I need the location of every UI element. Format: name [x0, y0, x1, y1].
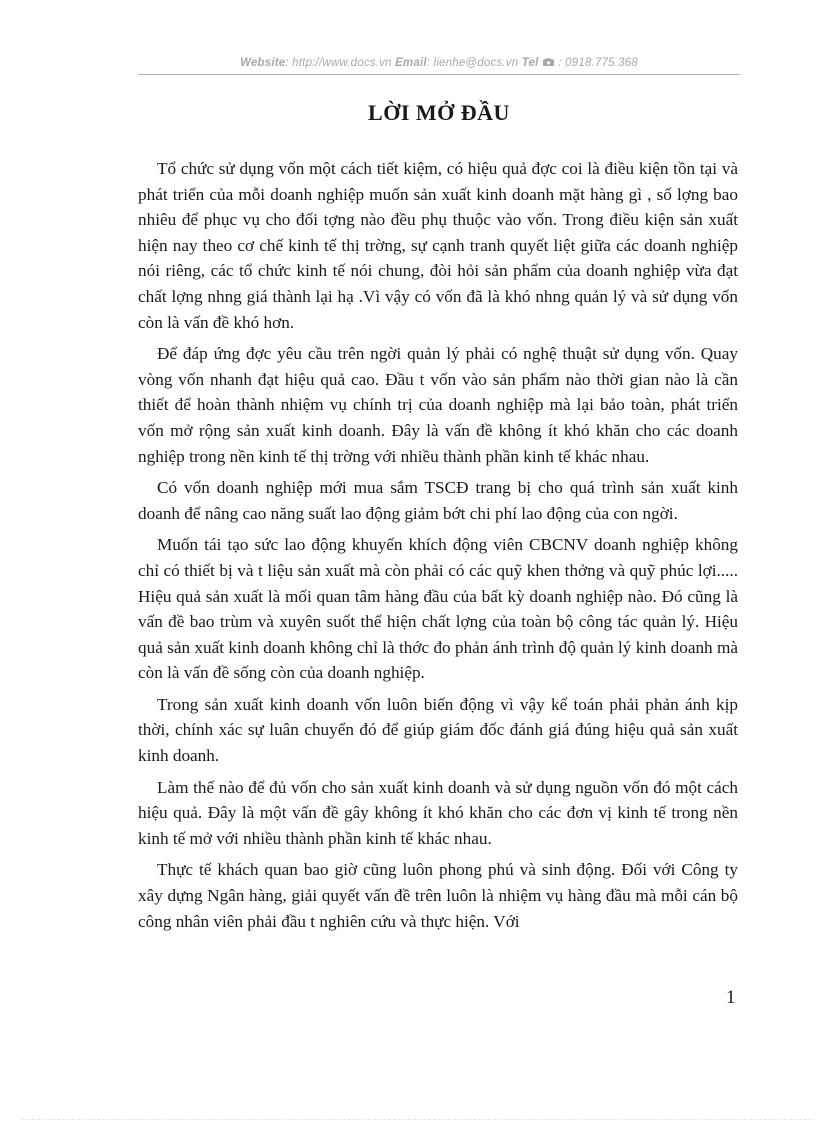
paragraph: Có vốn doanh nghiệp mới mua sắm TSCĐ trang bị cho quá trình sản xuất kinh doanh để nâng cao năng suất lao động giảm bớt chi phí lao động của con ngời. [138, 478, 738, 523]
paragraph: Để đáp ứng đợc yêu cầu trên ngời quản lý phải có nghệ thuật sử dụng vốn. Quay vòng vốn nhanh đạt hiệu quả cao. Đầu t vốn vào sản phẩm nào thời gian nào là cần thiết để hoàn thành nhiệm vụ chính trị của doanh nghiệp mà lại bảo toàn, phát triển vốn mở rộng sản xuất kinh doanh. Đây là vấn đề không ít khó khăn cho các doanh nghiệp trong nền kinh tế thị trờng với nhiều thành phần kinh tế khác nhau. [138, 344, 738, 466]
page-bottom-divider [22, 1119, 812, 1120]
header-divider [138, 74, 740, 75]
body-text [138, 156, 738, 940]
website-label: Website [240, 57, 286, 69]
page-title: LỜI MỞ ĐẦU [368, 100, 510, 125]
tel-value: : 0918.775.368 [558, 57, 638, 69]
page-header [138, 57, 740, 69]
phone-icon [542, 57, 558, 69]
email-value: : lienhe@docs.vn [426, 57, 519, 69]
page-number: 1 [726, 987, 736, 1008]
paragraph: Muốn tái tạo sức lao động khuyến khích động viên CBCNV doanh nghiệp không chỉ có thiết bị và t liệu sản xuất mà còn phải có các quỹ khen thởng và quỹ phúc lợi..... Hiệu quả sản xuất là mối quan tâm hàng đầu của bất kỳ doanh nghiệp nào. Đó cũng là vấn đề bao trùm và xuyên suốt thể hiện chất lợng của toàn bộ công tác quản lý. Hiệu quả sản xuất kinh doanh không chỉ là thớc đo phản ánh trình độ quản lý kinh doanh mà còn là vấn đề sống còn của doanh nghiệp. [138, 535, 738, 683]
tel-label: Tel [521, 57, 539, 69]
paragraph: Thực tế khách quan bao giờ cũng luôn phong phú và sinh động. Đối với Công ty xây dựng Ngân hàng, giải quyết vấn đề trên luôn là nhiệm vụ hàng đầu mà mỗi cán bộ công nhân viên phải đầu t nghiên cứu và thực hiện. Với [138, 860, 738, 931]
email-label: Email [395, 57, 427, 69]
paragraph: Tổ chức sử dụng vốn một cách tiết kiệm, có hiệu quả đợc coi là điều kiện tồn tại và phát triển của mỗi doanh nghiệp muốn sản xuất kinh doanh mặt hàng gì , số lợng bao nhiêu để phục vụ cho đối tợng nào đều phụ thuộc vào vốn. Trong điều kiện sản xuất hiện nay theo cơ chế kinh tế thị trờng, sự cạnh tranh quyết liệt giữa các doanh nghiệp nói riêng, các tổ chức kinh tế nói chung, đòi hỏi sản phẩm của doanh nghiệp vừa đạt chất lợng nhng giá thành lại hạ .Vì vậy có vốn đã là khó nhng quản lý và sử dụng vốn còn là vấn đề khó hơn. [138, 159, 738, 332]
paragraph: Làm thế nào để đủ vốn cho sản xuất kinh doanh và sử dụng nguồn vốn đó một cách hiệu quả. Đây là một vấn đề gây không ít khó khăn cho các đơn vị kinh tế trong nền kinh tế mở với nhiều thành phần kinh tế khác nhau. [138, 777, 738, 848]
paragraph: Trong sản xuất kinh doanh vốn luôn biến động vì vậy kế toán phải phản ánh kịp thời, chính xác sự luân chuyển đó để giúp giám đốc đánh giá đúng hiệu quả sản xuất kinh doanh. [138, 694, 738, 766]
website-value: : http://www.docs.vn [285, 57, 392, 69]
